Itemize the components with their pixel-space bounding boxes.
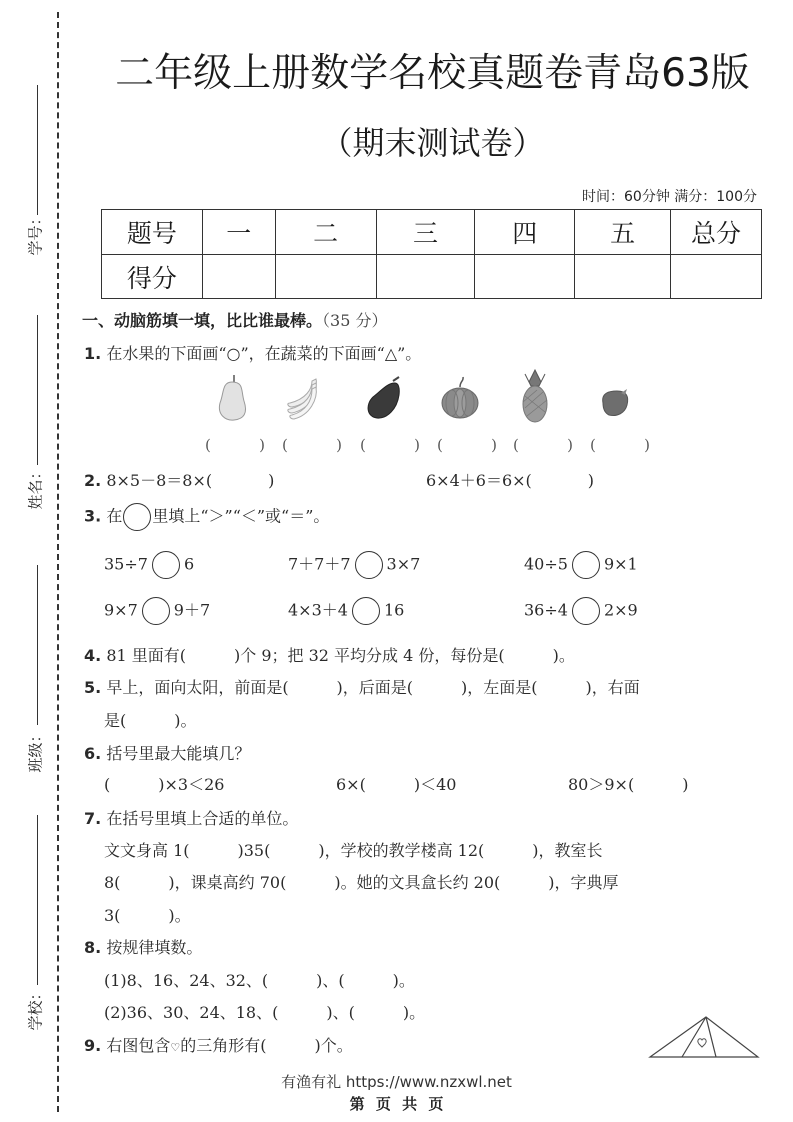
equation-a: 8×5－8＝8×(: [106, 471, 213, 490]
circle-icon: [123, 503, 151, 531]
paren-close: ): [567, 436, 573, 454]
paren-open: (: [360, 436, 366, 454]
score-cell[interactable]: [376, 255, 475, 299]
question-number: 1.: [84, 344, 102, 363]
school-label: 学校：: [26, 985, 45, 1031]
question-number: 2.: [84, 471, 102, 490]
paren-close: ): [259, 436, 265, 454]
question-number: 7.: [84, 809, 102, 828]
name-label: 姓名：: [26, 464, 45, 510]
table-cell: 五: [575, 210, 671, 255]
strawberry-icon: [595, 373, 635, 423]
class-label: 班级：: [26, 727, 45, 773]
question-text[interactable]: 81 里面有( )个 9；把 32 平均分成 4 份，每份是( )。: [106, 646, 575, 665]
table-cell: 题号: [102, 210, 203, 255]
question-text: 里填上“＞”“＜”或“＝”。: [152, 506, 330, 526]
compare-item: [524, 551, 638, 579]
question-text[interactable]: 的三角形有( )个。: [180, 1036, 353, 1055]
compare-left: 7＋7＋7: [288, 554, 351, 574]
compare-circle[interactable]: [142, 597, 170, 625]
compare-circle[interactable]: [572, 551, 600, 579]
compare-item: [524, 597, 638, 625]
footer-source: 有渔有礼 https://www.nzxwl.net: [281, 1073, 512, 1091]
question-number: 9.: [84, 1036, 102, 1055]
table-cell: 四: [475, 210, 575, 255]
question-5-cont[interactable]: 是( )。: [104, 711, 197, 730]
compare-left: 40÷5: [524, 554, 568, 574]
question-1: [84, 341, 421, 364]
compare-circle[interactable]: [152, 551, 180, 579]
compare-right: 3×7: [386, 554, 421, 574]
equation-b: 6×4＋6＝6×(: [426, 471, 532, 490]
question-text: 括号里最大能填几？: [106, 744, 251, 763]
section-heading: [82, 308, 387, 331]
answer-blank-strawberry[interactable]: [590, 436, 650, 454]
paren-open: (: [590, 436, 596, 454]
paren-close: ): [336, 436, 342, 454]
paren-close: ): [644, 436, 650, 454]
score-table-score-row: [102, 255, 762, 299]
section-title: 一、动脑筋填一填，比比谁最棒。: [82, 311, 323, 330]
heart-icon: ♡: [170, 1041, 181, 1054]
paren-open: (: [282, 436, 288, 454]
question-number: 3.: [84, 506, 102, 526]
question-number: 6.: [84, 744, 102, 763]
compare-right: 9×1: [603, 554, 638, 574]
inequality-item[interactable]: 80＞9×( ): [568, 775, 689, 794]
table-cell: 总分: [671, 210, 762, 255]
name-underline[interactable]: [37, 315, 38, 465]
answer-blank-banana[interactable]: [282, 436, 342, 454]
paren-close: ): [491, 436, 497, 454]
inequality-item[interactable]: 6×( )＜40: [336, 775, 457, 794]
question-7-line[interactable]: 文文身高 1( )35( )，学校的教学楼高 12( )，教室长: [104, 841, 603, 860]
inequality-item[interactable]: ( )×3＜26: [104, 775, 225, 794]
pineapple-icon: [515, 368, 555, 424]
score-cell[interactable]: [671, 255, 762, 299]
compare-left: 36÷4: [524, 600, 568, 620]
banana-icon: [282, 373, 322, 423]
sequence-1[interactable]: (1)8、16、24、32、( )、( )。: [104, 971, 415, 990]
question-9: [84, 1033, 353, 1056]
paren-close: ): [414, 436, 420, 454]
sequence-2[interactable]: (2)36、30、24、18、( )、( )。: [104, 1003, 426, 1022]
table-cell: 三: [376, 210, 475, 255]
compare-left: 35÷7: [104, 554, 148, 574]
eggplant-icon: [363, 373, 403, 423]
paren-open: (: [205, 436, 211, 454]
compare-item: [104, 597, 210, 625]
table-cell: 二: [275, 210, 376, 255]
paren-close: ): [587, 471, 595, 490]
question-7-line[interactable]: 3( )。: [104, 906, 191, 925]
question-text: 右图包含: [106, 1036, 171, 1055]
compare-right: 6: [183, 554, 195, 574]
compare-item: [288, 597, 404, 625]
question-4: [84, 643, 575, 666]
compare-right: 2×9: [603, 600, 638, 620]
score-table: [101, 209, 762, 299]
score-cell[interactable]: [275, 255, 376, 299]
score-cell[interactable]: [575, 255, 671, 299]
question-7-line[interactable]: 8( )，课桌高约 70( )。她的文具盒长约 20( )，字典厚: [104, 873, 619, 892]
score-table-header-row: [102, 210, 762, 255]
question-7: [84, 806, 298, 829]
question-5: [84, 675, 640, 698]
paren-open: (: [437, 436, 443, 454]
question-8: [84, 935, 202, 958]
score-cell[interactable]: [475, 255, 575, 299]
question-number: 4.: [84, 646, 102, 665]
question-2b: [426, 468, 594, 491]
page-subtitle: （期末测试卷）: [320, 124, 545, 162]
paren-open: (: [513, 436, 519, 454]
compare-left: 9×7: [104, 600, 138, 620]
question-text[interactable]: 早上，面向太阳，前面是( )，后面是( )，左面是( )，右面: [106, 678, 640, 697]
compare-circle[interactable]: [352, 597, 380, 625]
answer-blank-pineapple[interactable]: [513, 436, 573, 454]
pumpkin-icon: [440, 373, 480, 423]
question-text: 在括号里填上合适的单位。: [106, 809, 299, 828]
question-6: [84, 741, 250, 764]
question-number: 8.: [84, 938, 102, 957]
table-cell: 一: [202, 210, 275, 255]
exam-meta: 时间：60分钟 满分：100分: [582, 189, 757, 205]
question-3: [84, 503, 329, 531]
compare-item: [288, 551, 420, 579]
compare-left: 4×3＋4: [288, 600, 348, 620]
pear-icon: [212, 373, 252, 423]
answer-blank-pumpkin[interactable]: [437, 436, 497, 454]
binding-dashed-line: [57, 12, 59, 1112]
table-cell: 得分: [102, 255, 203, 299]
compare-circle[interactable]: [355, 551, 383, 579]
question-2: [84, 468, 274, 491]
triangle-figure-icon: [648, 1013, 768, 1063]
compare-item: [104, 551, 194, 579]
page-title: 二年级上册数学名校真题卷青岛63版: [115, 51, 750, 96]
compare-right: 9＋7: [173, 600, 211, 620]
student-id-underline[interactable]: [37, 85, 38, 215]
school-underline[interactable]: [37, 815, 38, 985]
score-cell[interactable]: [202, 255, 275, 299]
question-number: 5.: [84, 678, 102, 697]
section-points: （35 分）: [322, 311, 388, 330]
paren-close: ): [268, 471, 275, 490]
student-id-label: 学号：: [26, 210, 45, 256]
question-text: 按规律填数。: [106, 938, 203, 957]
question-text: 在水果的下面画“○”，在蔬菜的下面画“△”。: [106, 344, 422, 363]
compare-circle[interactable]: [572, 597, 600, 625]
answer-blank-eggplant[interactable]: [360, 436, 420, 454]
footer-page-number: 第 页 共 页: [349, 1095, 444, 1113]
compare-right: 16: [383, 600, 405, 620]
answer-blank-pear[interactable]: [205, 436, 265, 454]
class-underline[interactable]: [37, 565, 38, 725]
question-text: 在: [106, 506, 123, 526]
